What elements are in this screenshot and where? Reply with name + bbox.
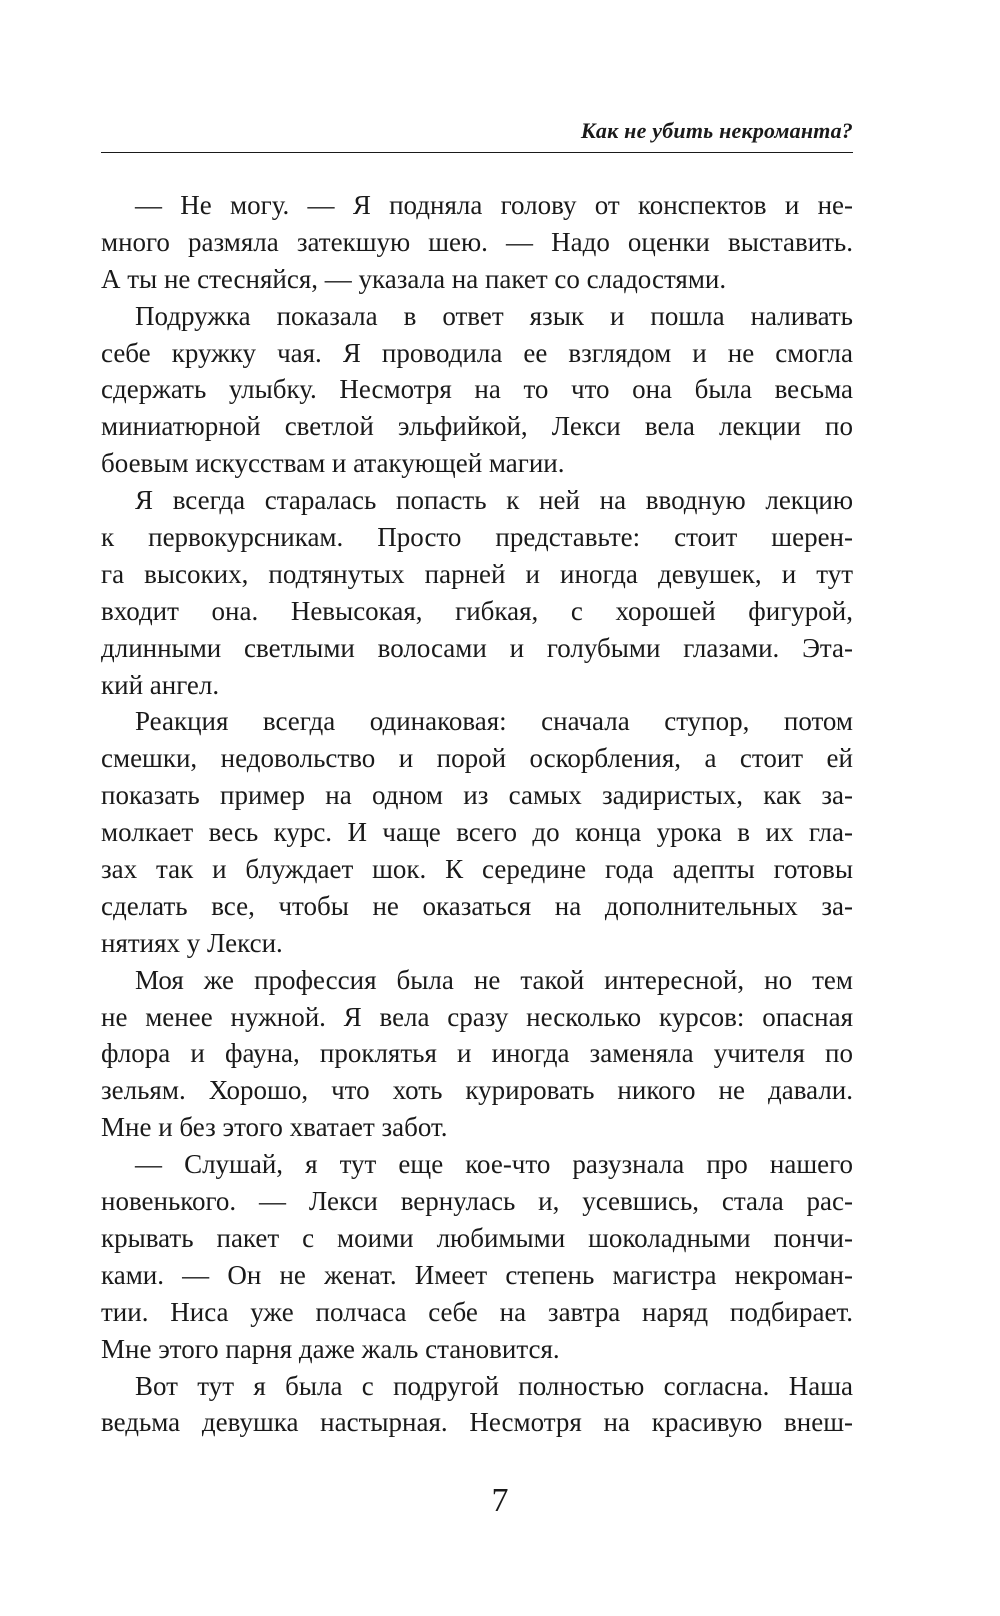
text-line: не менее нужной. Я вела сразу несколько курсов: опасная — [101, 1001, 853, 1032]
text-line: А ты не стесняйся, — указала на пакет со сладостями. — [101, 263, 727, 294]
text-line: боевым искусствам и атакующей магии. — [101, 448, 565, 479]
text-line: ками. — Он не женат. Имеет степень магистра некроман- — [101, 1259, 853, 1290]
text-line: миниатюрной светлой эльфийкой, Лекси вела лекции по — [101, 411, 853, 442]
paragraph — [101, 703, 853, 961]
text-line: много размяла затекшую шею. — Надо оценки выставить. — [101, 226, 853, 257]
text-line: нятиях у Лекси. — [101, 927, 283, 958]
text-line: зельям. Хорошо, что хоть курировать никого не давали. — [101, 1075, 853, 1106]
text-line: к первокурсникам. Просто представьте: стоит шерен- — [101, 522, 853, 553]
paragraph — [101, 962, 853, 1146]
text-line: кий ангел. — [101, 669, 220, 700]
paragraph — [101, 1146, 853, 1367]
text-line: Мне этого парня даже жаль становится. — [101, 1333, 560, 1364]
text-line: сдержать улыбку. Несмотря на то что она была весьма — [101, 374, 853, 405]
text-line: зах так и блуждает шок. К середине года адепты готовы — [101, 854, 853, 885]
text-line: Я всегда старалась попасть к ней на вводную лекцию — [135, 485, 853, 516]
text-line: смешки, недовольство и порой оскорбления, а стоит ей — [101, 743, 853, 774]
paragraph — [101, 482, 853, 703]
text-line: показать пример на одном из самых задиристых, как за- — [101, 780, 853, 811]
paragraph — [101, 1368, 853, 1442]
body-text — [101, 187, 853, 1441]
text-line: крывать пакет с моими любимыми шоколадными пончи- — [101, 1222, 853, 1253]
text-line: тии. Ниса уже полчаса себе на завтра наряд подбирает. — [101, 1296, 853, 1327]
header-rule — [101, 152, 853, 153]
text-line: — Не могу. — Я подняла голову от конспектов и не- — [135, 190, 853, 220]
text-line: Реакция всегда одинаковая: сначала ступор, потом — [135, 706, 853, 737]
text-line: Мне и без этого хватает забот. — [101, 1112, 448, 1143]
running-title: Как не убить некроманта? — [580, 118, 853, 143]
paragraph — [101, 187, 853, 298]
text-line: Моя же профессия была не такой интересной, но тем — [135, 964, 853, 995]
text-line: молкает весь курс. И чаще всего до конца урока в их гла- — [101, 817, 853, 848]
text-line: — Слушай, я тут еще кое-что разузнала про нашего — [135, 1149, 853, 1180]
text-line: Подружка показала в ответ язык и пошла наливать — [135, 300, 853, 331]
text-line: себе кружку чая. Я проводила ее взглядом и не смогла — [101, 337, 853, 368]
text-line: Вот тут я была с подругой полностью согласна. Наша — [135, 1370, 853, 1401]
text-line: сделать все, чтобы не оказаться на дополнительных за- — [101, 890, 853, 921]
page-number: 7 — [491, 1482, 509, 1519]
text-line: новенького. — Лекси вернулась и, усевшись, стала рас- — [101, 1186, 853, 1217]
text-line: ведьма девушка настырная. Несмотря на красивую внеш- — [101, 1407, 853, 1438]
text-line: га высоких, подтянутых парней и иногда девушек, и тут — [101, 558, 853, 589]
text-line: флора и фауна, проклятья и иногда заменяла учителя по — [101, 1038, 853, 1069]
paragraph — [101, 298, 853, 482]
text-line: длинными светлыми волосами и голубыми глазами. Эта- — [101, 632, 853, 663]
text-line: входит она. Невысокая, гибкая, с хорошей фигурой, — [101, 595, 853, 626]
